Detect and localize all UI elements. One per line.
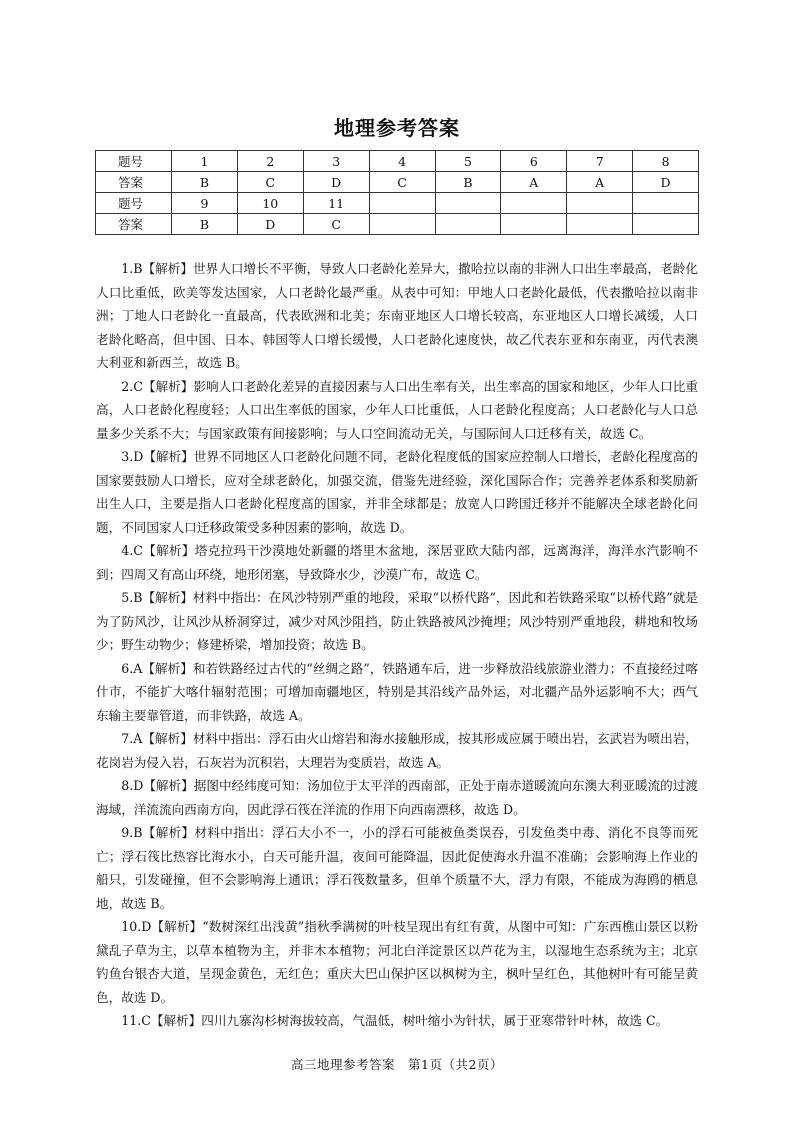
answer-cell: A bbox=[501, 172, 567, 193]
answer-cell: C bbox=[369, 172, 435, 193]
answer-cell: 5 bbox=[435, 151, 501, 172]
answer-cell bbox=[369, 193, 435, 214]
explanations bbox=[96, 257, 698, 1033]
answer-cell bbox=[567, 214, 633, 235]
answer-cell: 2 bbox=[237, 151, 303, 172]
answer-cell: D bbox=[633, 172, 699, 193]
row-header-cell: 答案 bbox=[96, 172, 172, 193]
table-row bbox=[96, 214, 699, 235]
explanation-paragraph: 3.D【解析】世界不同地区人口老龄化问题不同，老龄化程度低的国家应控制人口增长，老龄化程度高的国家要鼓励人口增长，应对全球老龄化，加强交流，借鉴先进经验，深化国际合作；完善养老体系和奖励新出生人口，主要是指人口老龄化程度高的国家，并非全球都是；放宽人口跨国迁移并不能解决全球老龄化问题，不同国家人口迁移政策受多种因素的影响，故选 D。 bbox=[96, 449, 698, 535]
table-row bbox=[96, 172, 699, 193]
row-header-cell: 题号 bbox=[96, 193, 172, 214]
answer-cell bbox=[435, 214, 501, 235]
answer-cell: B bbox=[435, 172, 501, 193]
answer-cell: C bbox=[237, 172, 303, 193]
row-header-cell: 答案 bbox=[96, 214, 172, 235]
answer-cell: C bbox=[303, 214, 369, 235]
table-row bbox=[96, 193, 699, 214]
page-title: 地理参考答案 bbox=[334, 116, 460, 140]
explanation-paragraph: 8.D【解析】据图中经纬度可知：汤加位于太平洋的西南部，正处于南赤道暖流向东澳大利亚暖流的过渡海域，洋流流向西南方向，因此浮石筏在洋流的作用下向西南漂移，故选 D。 bbox=[96, 778, 698, 817]
answer-cell: 1 bbox=[172, 151, 238, 172]
answer-cell: 4 bbox=[369, 151, 435, 172]
explanation-paragraph: 5.B【解析】材料中指出：在风沙特别严重的地段，采取“以桥代路”，因此和若铁路采取“以桥代路”就是为了防风沙，让风沙从桥洞穿过，减少对风沙阻挡，防止铁路被风沙掩埋；风沙特别严重地段，耕地和牧场少；野生动物少；修建桥梁，增加投资；故选 B。 bbox=[96, 590, 698, 652]
explanation-paragraph: 9.B【解析】材料中指出：浮石大小不一，小的浮石可能被鱼类误吞，引发鱼类中毒、消化不良等而死亡；浮石筏比热容比海水小，白天可能升温，夜间可能降温，因此促使海水升温不准确；会影响海上作业的船只，引发碰撞，但不会影响海上通讯；浮石筏数量多，但单个质量不大，浮力有限，不能成为海鸥的栖息地，故选 B。 bbox=[96, 825, 698, 911]
answer-cell: B bbox=[172, 172, 238, 193]
answer-cell bbox=[369, 214, 435, 235]
answer-cell: D bbox=[237, 214, 303, 235]
explanation-paragraph: 7.A【解析】材料中指出：浮石由火山熔岩和海水接触形成，按其形成应属于喷出岩，玄武岩为喷出岩，花岗岩为侵入岩，石灰岩为沉积岩，大理岩为变质岩，故选 A。 bbox=[96, 731, 698, 770]
answer-cell bbox=[435, 193, 501, 214]
page-footer: 高三地理参考答案 第1页（共2页） bbox=[291, 1057, 503, 1072]
explanation-paragraph: 2.C【解析】影响人口老龄化差异的直接因素与人口出生率有关，出生率高的国家和地区，少年人口比重高，人口老龄化程度轻；人口出生率低的国家，少年人口比重低，人口老龄化程度高；人口老龄化与人口总量多少关系不大；与国家政策有间接影响；与人口空间流动无关，与国际间人口迁移有关，故选 C。 bbox=[96, 378, 698, 441]
answer-cell bbox=[501, 214, 567, 235]
table-row bbox=[96, 151, 699, 172]
answer-cell: A bbox=[567, 172, 633, 193]
answer-table-body bbox=[96, 151, 699, 235]
answer-cell: 10 bbox=[237, 193, 303, 214]
answer-table bbox=[95, 150, 699, 235]
row-header-cell: 题号 bbox=[96, 151, 172, 172]
answer-cell: B bbox=[172, 214, 238, 235]
answer-cell: 7 bbox=[567, 151, 633, 172]
explanation-paragraph: 10.D【解析】“数树深红出浅黄”指秋季满树的叶枝呈现出有红有黄，从图中可知：广东西樵山景区以粉黛乱子草为主，以草本植物为主，并非木本植物；河北白洋淀景区以芦花为主，以湿地生态系统为主；北京钓鱼台银杏大道，呈现金黄色，无红色；重庆大巴山保护区以枫树为主，枫叶呈红色，其他树叶有可能呈黄色，故选 D。 bbox=[96, 919, 698, 1005]
explanation-paragraph: 11.C【解析】四川九寨沟杉树海拔较高，气温低，树叶缩小为针状，属于亚寒带针叶林，故选 C。 bbox=[121, 1013, 669, 1028]
answer-cell: D bbox=[303, 172, 369, 193]
answer-cell: 11 bbox=[303, 193, 369, 214]
answer-cell bbox=[501, 193, 567, 214]
explanation-paragraph: 1.B【解析】世界人口增长不平衡，导致人口老龄化差异大，撒哈拉以南的非洲人口出生率最高，老龄化人口比重低，欧美等发达国家，人口老龄化最严重。从表中可知：甲地人口老龄化最低，代表撒哈拉以南非洲；丁地人口老龄化一直最高，代表欧洲和北美；东南亚地区人口增长较高，东亚地区人口增长减缓，人口老龄化略高，但中国、日本、韩国等人口增长缓慢，人口老龄化速度快，故乙代表东亚和东南亚，丙代表澳大利亚和新西兰，故选 B。 bbox=[96, 261, 698, 370]
answer-cell: 9 bbox=[172, 193, 238, 214]
answer-cell: 8 bbox=[633, 151, 699, 172]
answer-cell bbox=[567, 193, 633, 214]
answer-cell bbox=[633, 214, 699, 235]
explanation-paragraph: 6.A【解析】和若铁路经过古代的“丝绸之路”，铁路通车后，进一步释放沿线旅游业潜力；不直接经过喀什市，不能扩大喀什辐射范围；可增加南疆地区，特别是其沿线产品外运，对北疆产品外运影响不大；西气东输主要靠管道，而非铁路，故选 A。 bbox=[96, 660, 698, 723]
answer-cell: 3 bbox=[303, 151, 369, 172]
answer-cell bbox=[633, 193, 699, 214]
answer-cell: 6 bbox=[501, 151, 567, 172]
explanation-paragraph: 4.C【解析】塔克拉玛干沙漠地处新疆的塔里木盆地，深居亚欧大陆内部，远离海洋，海洋水汽影响不到；四周又有高山环绕，地形闭塞，导致降水少，沙漠广布，故选 C。 bbox=[96, 543, 698, 582]
